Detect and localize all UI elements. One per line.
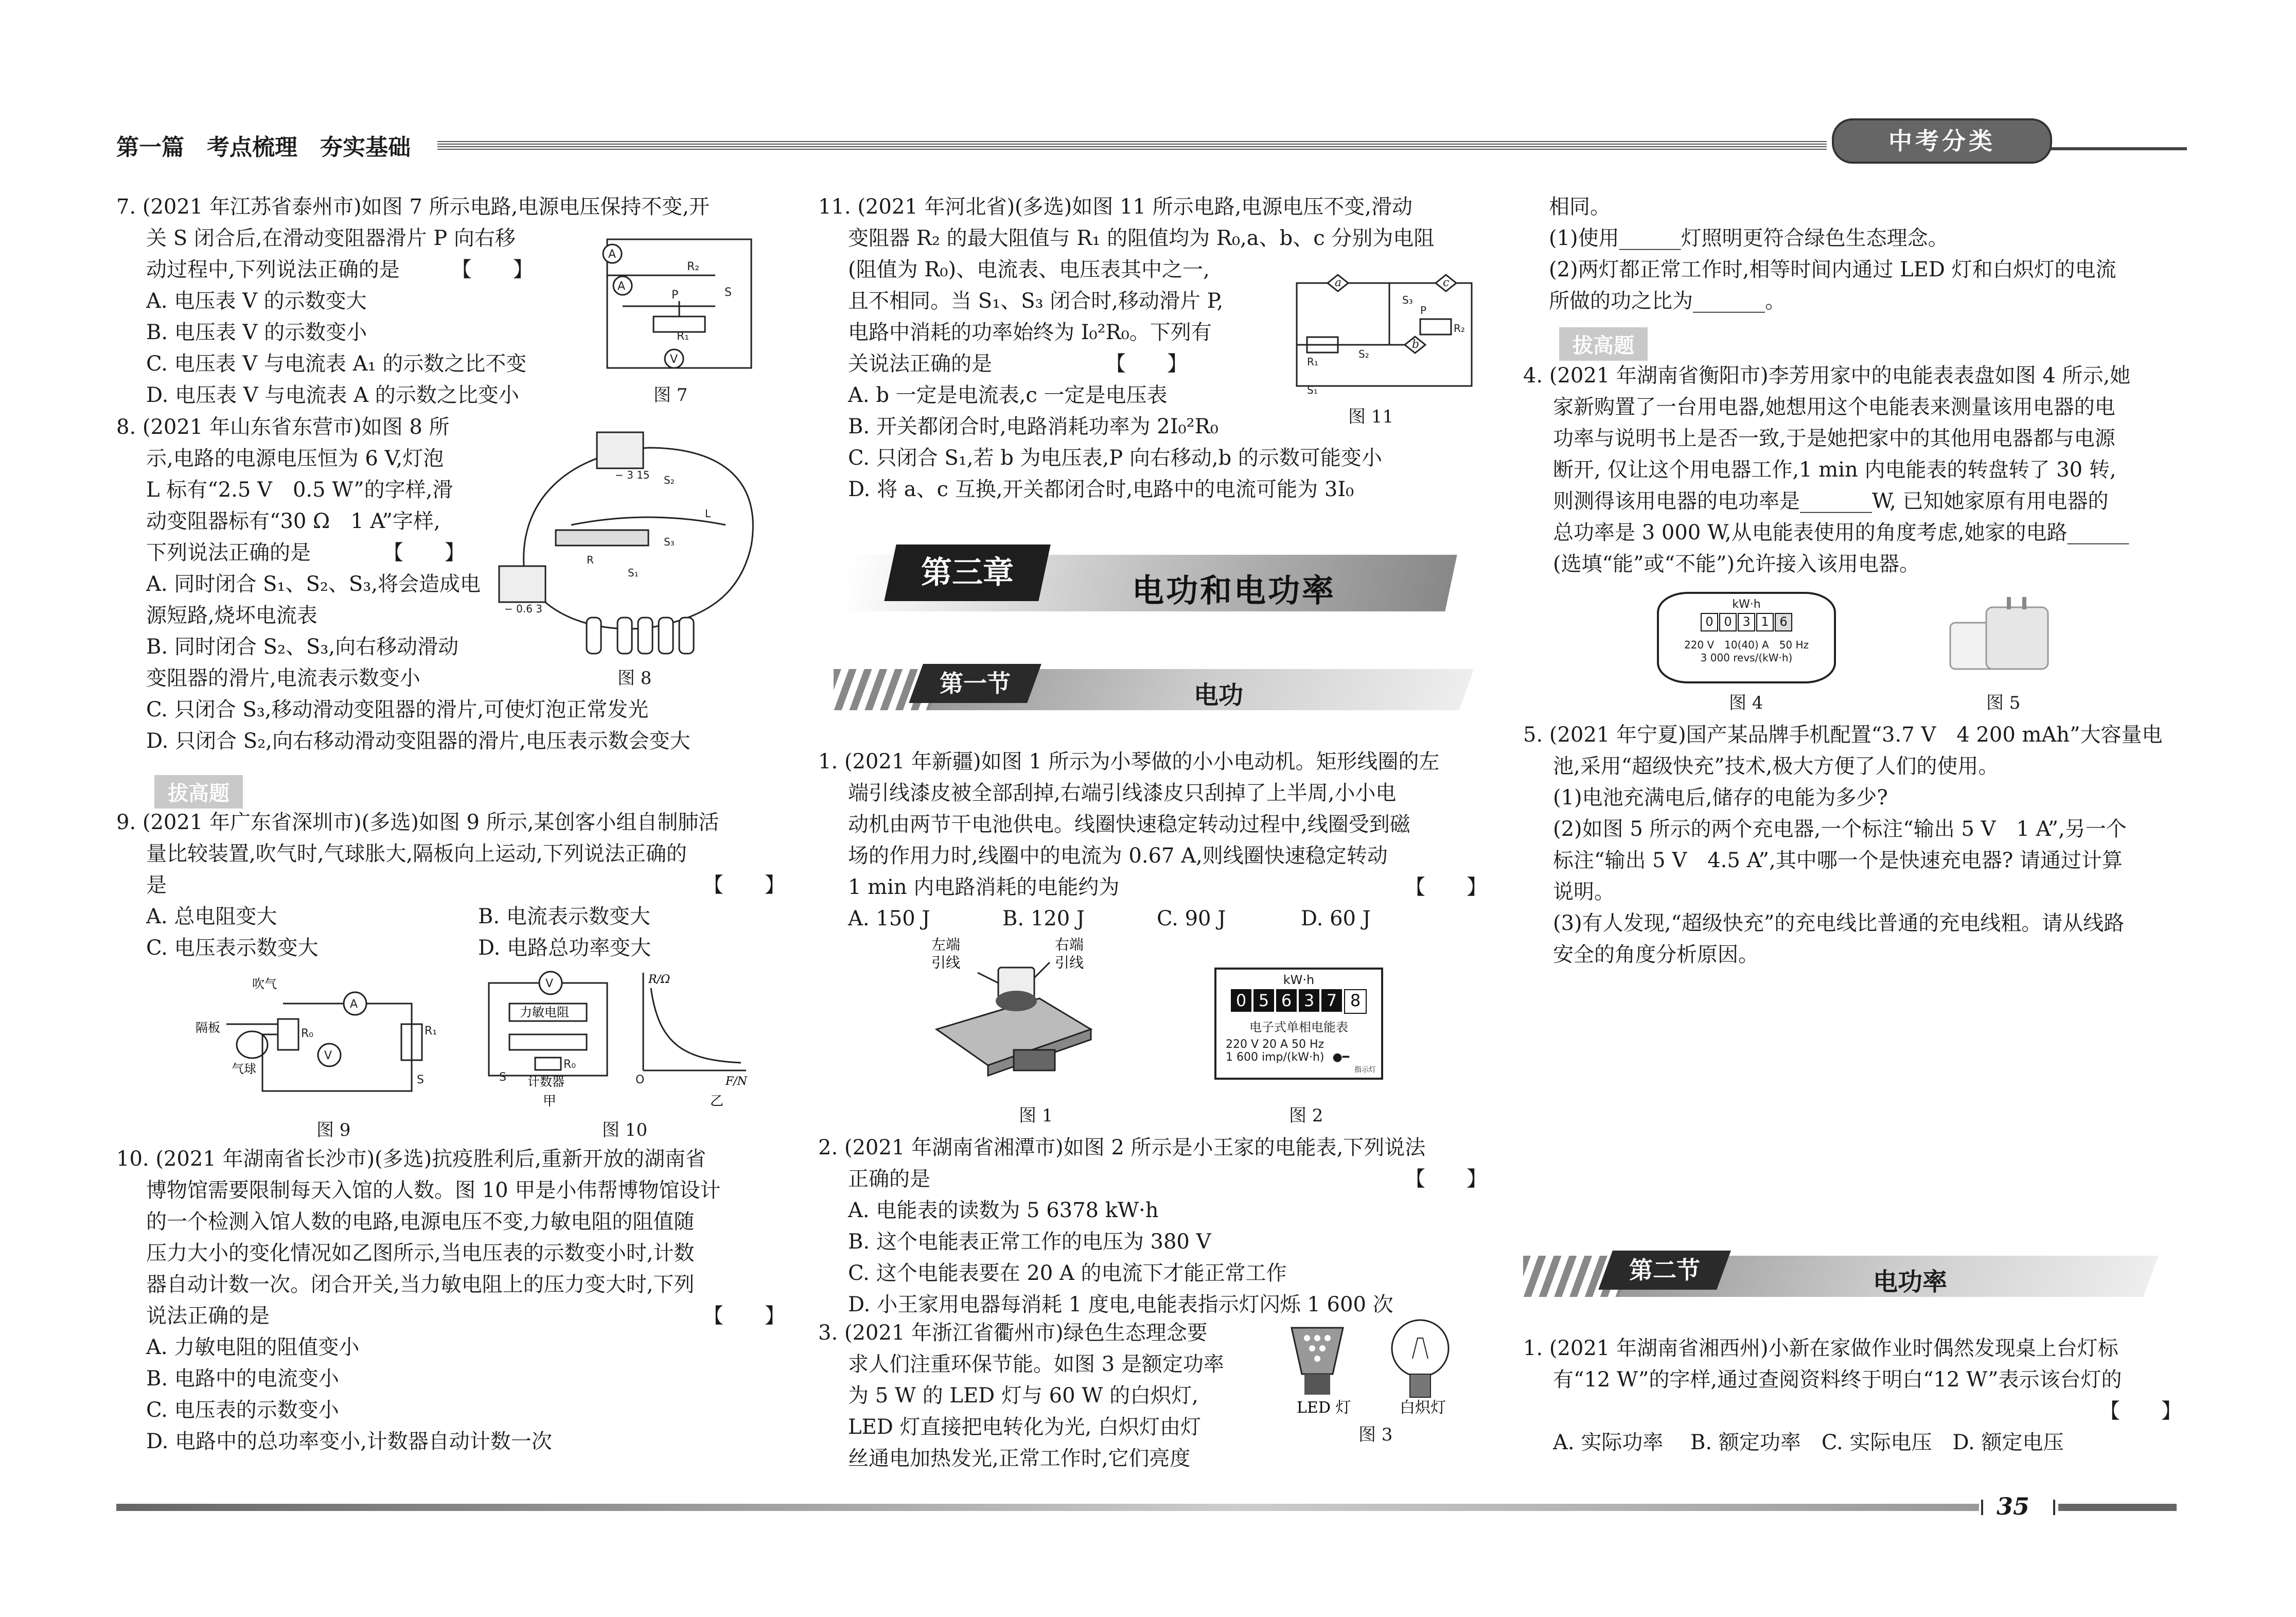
chapter-label: 第三章 [921, 555, 1014, 591]
svg-text:a: a [1335, 276, 1342, 289]
figure-11-circuit [1286, 268, 1482, 396]
q9-options-row2 [116, 933, 785, 964]
page-header [0, 124, 2296, 170]
q7-line: 动过程中,下列说法正确的是 【 】 [146, 258, 534, 282]
meter4-unit: kW·h [1732, 598, 1761, 611]
meter4-spec2: 3 000 revs/(kW·h) [1700, 652, 1793, 664]
s1q2-line: 正确的是 【 】 [818, 1164, 1487, 1195]
figure-1-caption: 图 1 [1019, 1105, 1053, 1126]
meter2-indicator-icon: ●━ [1332, 1051, 1349, 1064]
svg-text:A: A [350, 998, 358, 1011]
q10-line: 压力大小的变化情况如乙图所示,当电压表的示数变小时,计数 [146, 1241, 695, 1265]
figure-4-meter [1657, 592, 1836, 683]
s1q5-line: 5. (2021 年宁夏)国产某品牌手机配置“3.7 V 4 200 mAh”大容量电 [1523, 723, 2163, 747]
q7-option-b: B. 电压表 V 的示数变小 [146, 321, 367, 344]
q9-line: 9. (2021 年广东省深圳市)(多选)如图 9 所示,某创客小组自制肺活 [116, 811, 719, 834]
svg-text:L: L [705, 507, 711, 520]
q7-option-d: D. 电压表 V 与电流表 A 的示数之比变小 [146, 383, 519, 407]
header-rule [437, 141, 1827, 150]
figure-10-caption: 图 10 [602, 1120, 648, 1140]
q9-line: 是 【 】 [116, 870, 785, 901]
q8-option-b: B. 同时闭合 S₂、S₃,向右移动滑动 [146, 635, 459, 659]
q10-option-b: B. 电路中的电流变小 [146, 1367, 339, 1391]
page-number: 35 [1997, 1492, 2030, 1520]
meter4-digit: 3 [1738, 613, 1755, 631]
s1q3-line: 3. (2021 年浙江省衢州市)绿色生态理念要 [818, 1321, 1208, 1345]
section-2-banner [1523, 1251, 2166, 1302]
s1q2-option-c: C. 这个电能表要在 20 A 的电流下才能正常工作 [848, 1261, 1287, 1285]
s1q5-line: (2)如图 5 所示的两个充电器,一个标注“输出 5 V 1 A”,另一个 [1553, 817, 2127, 841]
q8-line: L 标有“2.5 V 0.5 W”的字样,滑 [146, 478, 453, 502]
s1q3-cont-line: (1)使用______灯照明更符合绿色生态理念。 [1549, 226, 1949, 250]
q11-line: 关说法正确的是 【 】 [848, 352, 1188, 376]
q10-line: 器自动计数一次。闭合开关,当力敏电阻上的压力变大时,下列 [146, 1273, 695, 1296]
chapter-label-box [884, 544, 1050, 601]
meter4-digit: 6 [1775, 613, 1792, 631]
q9-line: 量比较装置,吹气时,气球胀大,隔板向上运动,下列说法正确的 [146, 842, 687, 866]
q10-line: 10. (2021 年湖南省长沙市)(多选)抗疫胜利后,重新开放的湖南省 [116, 1147, 706, 1171]
q8-line: 下列说法正确的是 【 】 [146, 541, 465, 565]
svg-text:S₃: S₃ [1402, 294, 1413, 306]
q7-line: 关 S 闭合后,在滑动变阻器滑片 P 向右移 [146, 226, 516, 250]
svg-text:P: P [672, 289, 679, 302]
section-1-banner [834, 664, 1467, 715]
figure-3-caption: 图 3 [1358, 1425, 1393, 1445]
q10-answer-bracket: 【 】 [703, 1304, 785, 1328]
figure-10-circuit [479, 968, 756, 1112]
s1q2-option-d: D. 小王家用电器每消耗 1 度电,电能表指示灯闪烁 1 600 次 [848, 1293, 1393, 1316]
q8-option-d: D. 只闭合 S₂,向右移动滑动变阻器的滑片,电压表示数会变大 [146, 729, 691, 753]
svg-text:R₀: R₀ [563, 1058, 576, 1071]
q10-line: 说法正确的是 【 】 [116, 1300, 785, 1332]
header-right-rule [2033, 147, 2187, 150]
fig9-blow-label: 吹气 [252, 977, 277, 991]
svg-text:b: b [1412, 338, 1420, 351]
svg-text:R₂: R₂ [687, 260, 700, 273]
section-2-title: 电功率 [1873, 1268, 1948, 1296]
meter2-spec1: 220 V 20 A 50 Hz [1226, 1038, 1324, 1051]
led-bulb-icon [1292, 1328, 1343, 1395]
svg-text:S: S [417, 1074, 424, 1086]
s1q2-answer-bracket: 【 】 [1405, 1167, 1487, 1191]
q8-option-a-cont: 源短路,烧坏电流表 [146, 604, 317, 627]
q11-line: 电路中消耗的功率始终为 I₀²R₀。下列有 [848, 321, 1212, 344]
svg-text:R₁: R₁ [677, 330, 690, 343]
figure-5-caption: 图 5 [1986, 693, 2021, 713]
q9-option-b: B. 电流表示数变大 [478, 905, 650, 928]
s1q2-line: 2. (2021 年湖南省湘潭市)如图 2 所示是小王家的电能表,下列说法 [818, 1136, 1426, 1159]
s1q4-line: 4. (2021 年湖南省衡阳市)李芳用家中的电能表表盘如图 4 所示,她 [1523, 364, 2131, 388]
q8-line: 8. (2021 年山东省东营市)如图 8 所 [116, 415, 450, 439]
s1q1-line: 1 min 内电路消耗的电能约为 【 】 [818, 872, 1487, 903]
fig9-balloon-label: 气球 [232, 1062, 256, 1076]
s1q5-line: (1)电池充满电后,储存的电能为多少? [1553, 786, 1888, 810]
page-footer [0, 1492, 2296, 1523]
svg-text:A: A [617, 280, 626, 293]
figure-5-chargers [1945, 592, 2063, 679]
section-1-title: 电功 [1194, 681, 1244, 710]
incandescent-bulb-icon [1392, 1320, 1449, 1397]
s1q5-line: 安全的角度分析原因。 [1553, 943, 1759, 966]
fig1-left-label: 左端 [931, 936, 961, 953]
s1q3-cont-line: 所做的功之比为_______。 [1549, 289, 1786, 313]
chapter-title: 电功和电功率 [1132, 572, 1336, 609]
s1q1-line: 1. (2021 年新疆)如图 1 所示为小琴做的小小电动机。矩形线圈的左 [818, 750, 1440, 774]
svg-text:R: R [587, 554, 594, 566]
question-9 [116, 807, 785, 964]
q8-option-c: C. 只闭合 S₃,移动滑动变阻器的滑片,可使灯泡正常发光 [146, 698, 649, 722]
s1q1-line: 动机由两节干电池供电。线圈快速稳定转动过程中,线圈受到磁 [848, 813, 1410, 836]
fig3-led-label: LED 灯 [1297, 1399, 1351, 1417]
s1q1-option-a: A. 150 J [848, 907, 930, 930]
q10-line: 的一个检测入馆人数的电路,电源电压不变,力敏电阻的阻值随 [146, 1210, 695, 1234]
s1q3-line: 为 5 W 的 LED 灯与 60 W 的白炽灯, [848, 1384, 1198, 1408]
q8-line: 动变阻器标有“30 Ω 1 A”字样, [146, 509, 440, 533]
footer-rule [116, 1504, 1979, 1511]
q11-option-c: C. 只闭合 S₁,若 b 为电压表,P 向右移动,b 的示数可能变小 [848, 446, 1382, 470]
section-1-label-box [909, 664, 1041, 703]
figure-8-circuit [494, 422, 782, 664]
s1q3-line: LED 灯直接把电转化为光, 白炽灯由灯 [848, 1415, 1201, 1439]
meter2-digit: 6 [1276, 989, 1297, 1012]
meter2-unit: kW·h [1283, 973, 1315, 987]
meter2-spec-row [1226, 1051, 1381, 1064]
fig1-left-label-2: 引线 [931, 954, 961, 971]
svg-text:R₁: R₁ [425, 1025, 437, 1038]
fig10-yi-label: 乙 [710, 1094, 724, 1109]
q9-option-c: C. 电压表示数变大 [146, 936, 319, 960]
section-2-label: 第二节 [1629, 1256, 1700, 1284]
meter2-digit: 8 [1344, 989, 1367, 1014]
svg-text:P: P [1420, 304, 1427, 317]
question-s1-4 [1523, 360, 2192, 580]
fig10-counter-label: 计数器 [527, 1075, 564, 1089]
s1q1-options [818, 903, 1487, 935]
fig1-right-label: 右端 [1055, 936, 1084, 953]
meter2-digit: 0 [1231, 989, 1251, 1012]
meter2-digit: 3 [1299, 989, 1319, 1012]
s1q2-option-b: B. 这个电能表正常工作的电压为 380 V [848, 1230, 1211, 1254]
q11-line: 11. (2021 年河北省)(多选)如图 11 所示电路,电源电压不变,滑动 [818, 195, 1413, 219]
question-10 [116, 1144, 785, 1457]
svg-text:S₁: S₁ [628, 567, 639, 579]
svg-text:O: O [635, 1074, 645, 1086]
meter4-digits [1659, 613, 1834, 631]
s1q3-line: 求人们注重环保节能。如图 3 是额定功率 [848, 1352, 1224, 1376]
part-title: 第一篇 考点梳理 夯实基础 [116, 134, 411, 161]
s1q4-line: (选填“能”或“不能”)允许接入该用电器。 [1553, 552, 1920, 576]
question-s2-1 [1523, 1333, 2182, 1458]
q9-answer-bracket: 【 】 [703, 873, 785, 897]
s1q5-line: 标注“输出 5 V 4.5 A”,其中哪一个是快速充电器? 请通过计算 [1553, 849, 2123, 872]
q11-option-d: D. 将 a、c 互换,开关都闭合时,电路中的电流可能为 3I₀ [848, 478, 1354, 501]
meter2-digit: 7 [1321, 989, 1342, 1012]
footer-tick-left [1981, 1500, 1983, 1515]
section-1-label: 第一节 [940, 670, 1011, 697]
figure-7-circuit [592, 229, 767, 378]
q8-option-a: A. 同时闭合 S₁、S₂、S₃,将会造成电 [146, 572, 481, 596]
s1q4-line: 功率与说明书上是否一致,于是她把家中的其他用电器都与电源 [1553, 427, 2115, 450]
figure-9-caption: 图 9 [316, 1120, 351, 1140]
q7-line: 7. (2021 年江苏省泰州市)如图 7 所示电路,电源电压保持不变,开 [116, 195, 710, 219]
svg-text:− 3 15: − 3 15 [615, 469, 650, 481]
s1q4-line: 总功率是 3 000 W,从电能表使用的角度考虑,她家的电路______ [1553, 521, 2129, 544]
category-badge-text: 中考分类 [1888, 127, 1995, 155]
s1q4-line: 断开, 仅让这个用电器工作,1 min 内电能表的转盘转了 30 转, [1553, 458, 2116, 482]
s1q5-line: 说明。 [1553, 880, 1615, 904]
figure-7-caption: 图 7 [654, 385, 688, 406]
q9-option-d: D. 电路总功率变大 [478, 936, 651, 960]
svg-text:S₂: S₂ [1358, 348, 1369, 360]
question-s1-1 [818, 746, 1487, 935]
s1q3-cont-line: (2)两灯都正常工作时,相等时间内通过 LED 灯和白炽灯的电流 [1549, 258, 2116, 282]
q11-line: (阻值为 R₀)、电流表、电压表其中之一, [848, 258, 1210, 282]
svg-text:c: c [1443, 276, 1450, 289]
s1q5-line: 池,采用“超级快充”技术,极大方便了人们的使用。 [1553, 754, 1999, 778]
s1q1-line: 端引线漆皮被全部刮掉,右端引线漆皮只刮掉了上半周,小小电 [848, 781, 1397, 805]
q9-option-a: A. 总电阻变大 [146, 905, 277, 928]
q10-line: 博物馆需要限制每天入馆的人数。图 10 甲是小伟帮博物馆设计 [146, 1179, 721, 1202]
meter2-spec2: 1 600 imp/(kW·h) [1226, 1051, 1324, 1064]
meter4-digit: 0 [1701, 613, 1718, 631]
s2q1-options: A. 实际功率 B. 额定功率 C. 实际电压 D. 额定电压 [1553, 1431, 2064, 1454]
s1q4-line: 则测得该用电器的电功率是_______W, 已知她家原有用电器的 [1553, 489, 2109, 513]
s2q1-line: 1. (2021 年湖南省湘西州)小新在家做作业时偶然发现桌上台灯标 [1523, 1337, 2118, 1360]
chapter-banner [844, 544, 1451, 622]
figure-3-bulbs [1281, 1312, 1477, 1415]
q7-option-c: C. 电压表 V 与电流表 A₁ 的示数之比不变 [146, 352, 527, 376]
question-s1-5 [1523, 719, 2192, 971]
q7-option-a: A. 电压表 V 的示数变大 [146, 289, 367, 313]
svg-text:R₂: R₂ [1454, 322, 1465, 335]
q11-option-a: A. b 一定是电流表,c 一定是电压表 [848, 383, 1168, 407]
svg-text:S: S [499, 1071, 506, 1084]
svg-text:V: V [324, 1049, 332, 1062]
figure-9-circuit [196, 968, 437, 1112]
section-2-label-box [1598, 1251, 1731, 1290]
s1q1-answer-bracket: 【 】 [1405, 875, 1487, 899]
q8-line: 示,电路的电源电压恒为 6 V,灯泡 [146, 447, 444, 470]
q10-option-a: A. 力敏电阻的阻值变小 [146, 1335, 360, 1359]
figure-2-caption: 图 2 [1289, 1105, 1323, 1126]
svg-text:− 0.6 3: − 0.6 3 [504, 603, 543, 615]
question-s1-2 [818, 1132, 1487, 1321]
s1q4-line: 家新购置了一台用电器,她想用这个电能表来测量该用电器的电 [1553, 395, 2115, 419]
badge-lift-left: 拔高题 [154, 775, 243, 808]
svg-text:V: V [545, 977, 554, 990]
s1q1-option-b: B. 120 J [1002, 907, 1085, 930]
svg-text:S₃: S₃ [664, 536, 675, 548]
s1q3-line: 丝通电加热发光,正常工作时,它们亮度 [848, 1447, 1191, 1470]
meter2-digit: 5 [1253, 989, 1274, 1012]
figure-4-caption: 图 4 [1729, 693, 1763, 713]
s1q1-line: 场的作用力时,线圈中的电流为 0.67 A,则线圈快速稳定转动 [848, 844, 1388, 868]
svg-text:A: A [608, 248, 616, 261]
meter2-digits [1216, 989, 1381, 1014]
q9-options-row1 [116, 901, 785, 933]
s2q1-bracket-line [1523, 1396, 2182, 1427]
s2q1-line: 有“12 W”的字样,通过查阅资料终于明白“12 W”表示该台灯的 [1553, 1368, 2122, 1392]
q8-option-b-cont: 变阻器的滑片,电流表示数变小 [146, 666, 420, 690]
figure-1-motor [926, 937, 1101, 1091]
figure-2-meter [1214, 968, 1383, 1080]
q10-option-d: D. 电路中的总功率变小,计数器自动计数一次 [146, 1430, 552, 1453]
meter2-indicator: 指示灯 [1354, 1066, 1376, 1074]
question-s1-3-cont [1549, 191, 2218, 317]
fig10-axis-f: F/N [726, 1075, 747, 1088]
q11-line: 变阻器 R₂ 的最大阻值与 R₁ 的阻值均为 R₀,a、b、c 分别为电阻 [848, 226, 1435, 250]
s2q1-answer-bracket: 【 】 [2099, 1399, 2182, 1423]
q11-line: 且不相同。当 S₁、S₃ 闭合时,移动滑片 P, [848, 289, 1224, 313]
q11-option-b: B. 开关都闭合时,电路消耗功率为 2I₀²R₀ [848, 415, 1218, 438]
fig10-jia-label: 甲 [543, 1094, 557, 1109]
question-s1-3 [818, 1317, 1281, 1474]
s1q1-option-c: C. 90 J [1157, 907, 1226, 930]
svg-text:R₁: R₁ [1307, 356, 1318, 368]
meter4-digit: 0 [1719, 613, 1737, 631]
footer-rule-right [2058, 1504, 2177, 1511]
fig9-plate-label: 隔板 [196, 1021, 220, 1035]
s1q2-option-a: A. 电能表的读数为 5 6378 kW·h [848, 1199, 1159, 1222]
s1q5-line: (3)有人发现,“超级快充”的充电线比普通的充电线粗。请从线路 [1553, 911, 2125, 935]
svg-text:R₀: R₀ [301, 1027, 314, 1040]
q10-option-c: C. 电压表的示数变小 [146, 1398, 339, 1422]
s1q3-cont-line: 相同。 [1549, 195, 1611, 219]
svg-text:V: V [670, 353, 678, 366]
category-badge [1832, 118, 2052, 164]
badge-lift-right: 拔高题 [1559, 327, 1648, 361]
fig3-inc-label: 白炽灯 [1400, 1399, 1446, 1417]
svg-text:S₁: S₁ [1307, 384, 1318, 396]
fig1-right-label-2: 引线 [1055, 954, 1084, 971]
footer-tick-right [2053, 1500, 2055, 1515]
fig10-sensor-label: 力敏电阻 [520, 1005, 569, 1020]
s1q1-option-d: D. 60 J [1301, 907, 1371, 930]
figure-8-caption: 图 8 [617, 668, 652, 689]
charger-large-icon [1986, 597, 2048, 669]
figure-11-caption: 图 11 [1348, 407, 1394, 427]
fig10-axis-r: R/Ω [648, 973, 670, 986]
meter4-digit: 1 [1756, 613, 1774, 631]
meter2-name: 电子式单相电能表 [1249, 1020, 1348, 1034]
svg-text:S₂: S₂ [664, 474, 675, 486]
meter4-spec1: 220 V 10(40) A 50 Hz [1684, 639, 1809, 651]
svg-text:S: S [725, 286, 732, 299]
